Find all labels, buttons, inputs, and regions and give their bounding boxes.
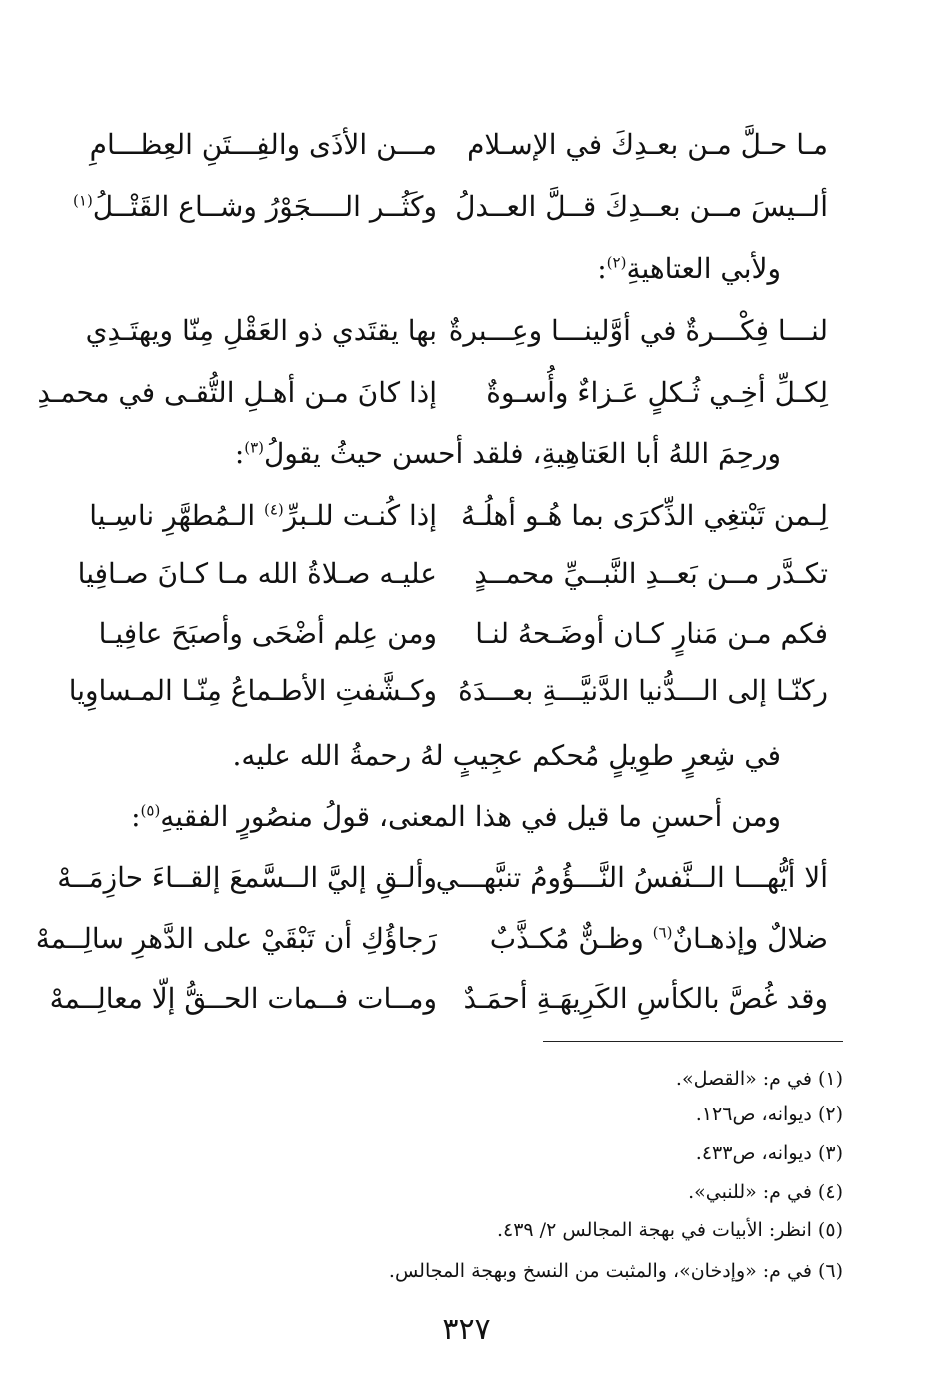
verse-first-hemistich: فكم مـن مَنارٍ كـان أوضَـحهُ لنـا bbox=[475, 617, 828, 650]
footnote: (٤) في م: «للنبي». bbox=[688, 1181, 843, 1203]
verse-line bbox=[0, 116, 933, 174]
prose-line bbox=[235, 425, 781, 483]
hemistich-text: إذا كُنـت للـبرِّ bbox=[283, 499, 437, 532]
page-number: ٣٢٧ bbox=[442, 1312, 491, 1347]
verse-first-hemistich: ركنّـا إلى الـــدُّنيا الدَّنيَّـــةِ بعـــدَهُ bbox=[458, 674, 828, 707]
footnote: (٢) ديوانه، ص١٢٦. bbox=[695, 1103, 843, 1125]
verse-line bbox=[0, 302, 933, 360]
verse-second-hemistich: وكـشَّفتِ الأطـماعُ مِنّـا المـساوِيا bbox=[68, 674, 437, 707]
hemistich-text: الـمُطهَّرِ ناسِـيا bbox=[89, 499, 264, 532]
verse-line bbox=[0, 364, 933, 422]
verse-first-hemistich: لِكـلِّ أخِـي ثُـكلٍ عَـزاءٌ وأُسـوةٌ bbox=[486, 376, 828, 409]
verse-second-hemistich: ومــات فــمات الحــقُّ إلّا معالِــمهْ bbox=[49, 982, 437, 1015]
punctuation: : bbox=[234, 437, 245, 470]
verse-line bbox=[0, 178, 933, 236]
hemistich-text: وظـنٌّ مُكـذَّبٌ bbox=[489, 922, 653, 955]
verse-first-hemistich: مـا حـلَّ مـن بعـدِكَ في الإسـلام bbox=[467, 128, 828, 161]
footnote: (١) في م: «القصل». bbox=[675, 1068, 843, 1090]
verse-line bbox=[0, 545, 933, 603]
verse-line bbox=[0, 487, 933, 545]
footnote-marker: (٣) bbox=[244, 438, 265, 457]
verse-second-hemistich: رَجاؤُكِ أن تَبْقَيْ على الدَّهرِ سالِــمهْ bbox=[35, 922, 437, 955]
punctuation: : bbox=[131, 800, 141, 833]
prose-text: ورحِمَ اللهُ أبا العَتاهِيةِ، فلقد أحسن حيثُ يقولُ bbox=[264, 437, 781, 470]
verse-first-hemistich bbox=[490, 910, 828, 968]
verse-second-hemistich bbox=[89, 487, 437, 545]
prose-line bbox=[597, 240, 781, 298]
verse-second-hemistich bbox=[73, 178, 437, 236]
verse-line bbox=[0, 662, 933, 720]
verse-first-hemistich: وقد غُصَّ بالكأسِ الكَرِيهَـةِ أحمَـدٌ bbox=[463, 982, 828, 1015]
verse-line bbox=[0, 605, 933, 663]
footnote: (٥) انظر: الأبيات في بهجة المجالس ٢/ ٤٣٩. bbox=[496, 1219, 843, 1241]
hemistich-text: ضلالٌ وإذهـانٌ bbox=[672, 922, 828, 955]
verse-first-hemistich: ألا أيُّهـــا الــنَّفسُ النَّـــؤُومُ تنبَّهـــي bbox=[435, 861, 828, 894]
prose-text: ومن أحسنِ ما قيل في هذا المعنى، قولُ منصُورٍ الفقيهِ bbox=[160, 800, 781, 833]
prose-line bbox=[131, 788, 781, 846]
footnote-marker: (٥) bbox=[140, 801, 161, 820]
hemistich-text: وكَثُــر الــــجَوْرُ وشــاع القَتْــلُ bbox=[92, 190, 437, 223]
footnote-marker: (١) bbox=[73, 191, 93, 210]
footnote-marker: (٤) bbox=[264, 500, 284, 519]
verse-line bbox=[0, 849, 933, 907]
footnote-marker: (٦) bbox=[652, 923, 673, 942]
footnote: (٦) في م: «وإدخان»، والمثبت من النسخ وبهجة المجالس. bbox=[388, 1260, 843, 1282]
verse-first-hemistich: لنـــا فِكْـــرةٌ في أوَّلينـــا وعِـــبرةٌ bbox=[448, 314, 828, 347]
verse-second-hemistich: إذا كانَ مـن أهـلِ التُّقـى في محمـدِ bbox=[37, 376, 437, 409]
verse-line bbox=[0, 910, 933, 968]
footnote-marker: (٢) bbox=[606, 253, 627, 272]
prose-line: في شِعرٍ طوِيلٍ مُحكم عجِيبٍ لهُ رحمةُ الله عليه. bbox=[232, 739, 781, 772]
verse-first-hemistich: تكـدَّر مــن بَعــدِ النَّبــيِّ محمــدٍ bbox=[474, 557, 828, 590]
footnote: (٣) ديوانه، ص٤٣٣. bbox=[695, 1142, 843, 1164]
verse-second-hemistich: مـــن الأذَى والفِـــتَنِ العِظـــامِ bbox=[89, 128, 437, 161]
verse-second-hemistich: ومن عِلم أضْحَى وأصبَحَ عافِيـا bbox=[98, 617, 437, 650]
verse-line bbox=[0, 970, 933, 1028]
punctuation: : bbox=[597, 252, 607, 285]
verse-second-hemistich: وألـقِ إليَّ الــسَّمعَ إلقــاءَ حازِمَــهْ bbox=[57, 861, 437, 894]
verse-second-hemistich: عليـه صـلاةُ الله مـا كـانَ صـافِيا bbox=[77, 557, 437, 590]
verse-second-hemistich: بها يقتَدي ذو العَقْلِ مِنّا ويهتَـدِي bbox=[85, 314, 437, 347]
verse-first-hemistich: لِـمن تَبْتغِي الذِّكرَى بما هُـو أهلُـهُ bbox=[461, 499, 828, 532]
footnote-separator bbox=[543, 1041, 843, 1042]
verse-first-hemistich: ألــيسَ مــن بعــدِكَ قــلَّ العــدلُ bbox=[455, 190, 828, 223]
prose-text: ولأبي العتاهيةِ bbox=[626, 252, 781, 285]
